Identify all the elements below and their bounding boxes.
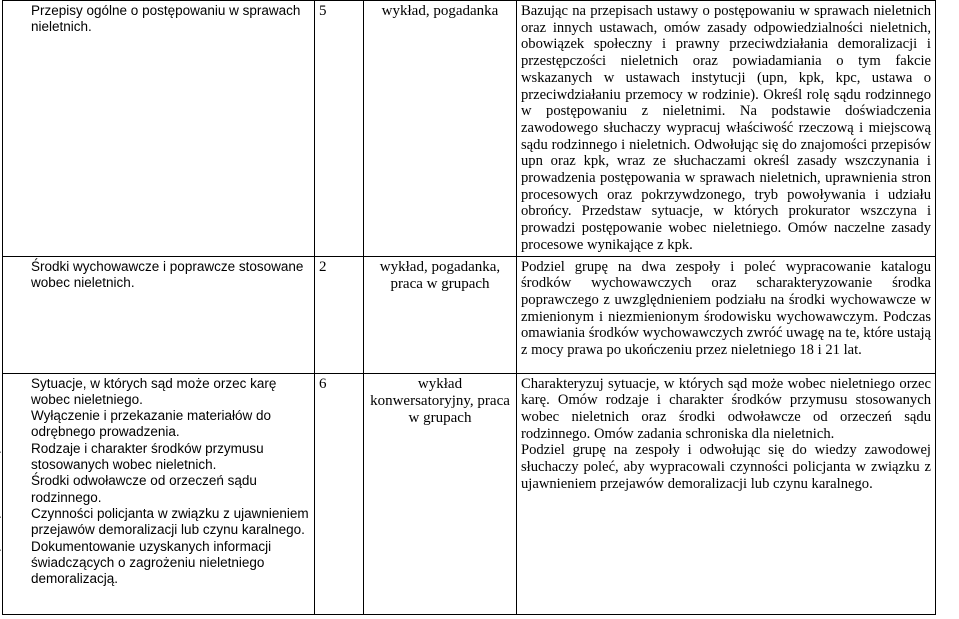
- topics-cell: [3, 373, 315, 614]
- topic-item: [7, 441, 310, 474]
- topic-text: Wyłączenie i przekazanie materiałów do odrębnego prowadzenia.: [31, 408, 271, 440]
- description-paragraph: Charakteryzuj sytuacje, w których sąd może wobec nieletniego orzec karę. Omów rodzaje i charakter środków przymusu stosowanych wobec nieletnich oraz środki odwoławcze od orzeczeń sądu rodzinnego. Omów zadania schroniska dla nieletnich.: [521, 375, 931, 442]
- table-row: [3, 1, 936, 257]
- topic-text: Sytuacje, w których sąd może orzec karę wobec nieletniego.: [31, 375, 277, 407]
- topic-text: Czynności policjanta w związku z ujawnieniem przejawów demoralizacji lub czynu karalnego.: [31, 505, 309, 538]
- description-cell: [517, 256, 936, 373]
- topic-item: [7, 3, 310, 36]
- topic-text: Przepisy ogólne o postępowaniu w sprawach nieletnich.: [31, 3, 301, 35]
- table-row: [3, 373, 936, 614]
- description-cell: [517, 373, 936, 614]
- topic-item: [7, 473, 310, 506]
- description-text: Podziel grupę na dwa zespoły i poleć wypracowanie katalogu środków wychowawczych oraz scharakteryzowanie środka poprawczego z uwzględnieniem podziału na środki wychowawcze w zmienionym i niezmienionym środowisku wychowawczym. Podczas omawiania środków wychowawczych zwróć uwagę na te, które ustają z mocy prawa po ukończeniu przez nieletniego 18 i 21 lat.: [521, 258, 931, 359]
- hours-cell: 5: [315, 1, 364, 257]
- topic-number: [7, 408, 31, 424]
- topic-number: [7, 3, 31, 19]
- topic-text: Środki odwoławcze od orzeczeń sądu rodzinnego.: [31, 473, 257, 505]
- topics-cell: [3, 1, 315, 257]
- topic-item: [7, 259, 310, 292]
- topic-item: [7, 408, 310, 441]
- topic-number: [7, 441, 31, 457]
- forms-cell: wykład konwersatoryjny, praca w grupach: [364, 373, 517, 614]
- topic-number: [7, 259, 31, 275]
- topic-number: [7, 539, 31, 555]
- topic-item: [7, 376, 310, 409]
- topic-number: [7, 376, 31, 392]
- topic-text: Dokumentowanie uzyskanych informacji świadczących o zagrożeniu nieletniego demoralizacją.: [31, 538, 272, 587]
- forms-cell: wykład, pogadanka: [364, 1, 517, 257]
- topics-cell: [3, 256, 315, 373]
- topic-item: [7, 539, 310, 588]
- topic-text: Środki wychowawcze i poprawcze stosowane wobec nieletnich.: [31, 258, 304, 290]
- topic-number: [7, 473, 31, 489]
- topic-text: Rodzaje i charakter środków przymusu stosowanych wobec nieletnich.: [31, 440, 264, 473]
- forms-cell: wykład, pogadanka, praca w grupach: [364, 256, 517, 373]
- description-cell: [517, 1, 936, 257]
- hours-cell: 2: [315, 256, 364, 373]
- topic-number: [7, 506, 31, 522]
- description-paragraph: Podziel grupę na zespoły i odwołując się do wiedzy zawodowej słuchaczy poleć, aby wypracowali czynności policjanta w związku z ujawnieniem przejawów demoralizacji lub czynu karalnego.: [521, 442, 931, 492]
- topic-item: [7, 506, 310, 539]
- curriculum-table: [2, 0, 936, 615]
- description-text: Bazując na przepisach ustawy o postępowaniu w sprawach nieletnich oraz innych ustawach, omów zasady odpowiedzialności nieletnich, obowiązek społeczny i prawny przeciwdziałania demoralizacji i przestępczości nieletnich oraz powiadamiania o tym fakcie wskazanych w ustawach instytucji (upn, kpk, kpc, ustawa o przeciwdziałaniu przemocy w rodzinie). Określ rolę sądu rodzinnego w postępowaniu z nieletnimi. Na podstawie doświadczenia zawodowego słuchaczy wypracuj właściwość rzeczową i miejscową sądu rodzinnego i nieletnich. Odwołując się do znajomości przepisów upn oraz kpk, wraz ze słuchaczami określ zasady wszczynania i prowadzenia postępowania w sprawach nieletnich, uprawnienia stron procesowych oraz pokrzywdzonego, tryb powoływania i udziału obrońcy. Przedstaw sytuacje, w których prokurator wszczyna i prowadzi postępowanie wobec nieletniego. Omów naczelne zasady procesowe wynikające z kpk.: [521, 3, 931, 253]
- table-row: [3, 256, 936, 373]
- hours-cell: 6: [315, 373, 364, 614]
